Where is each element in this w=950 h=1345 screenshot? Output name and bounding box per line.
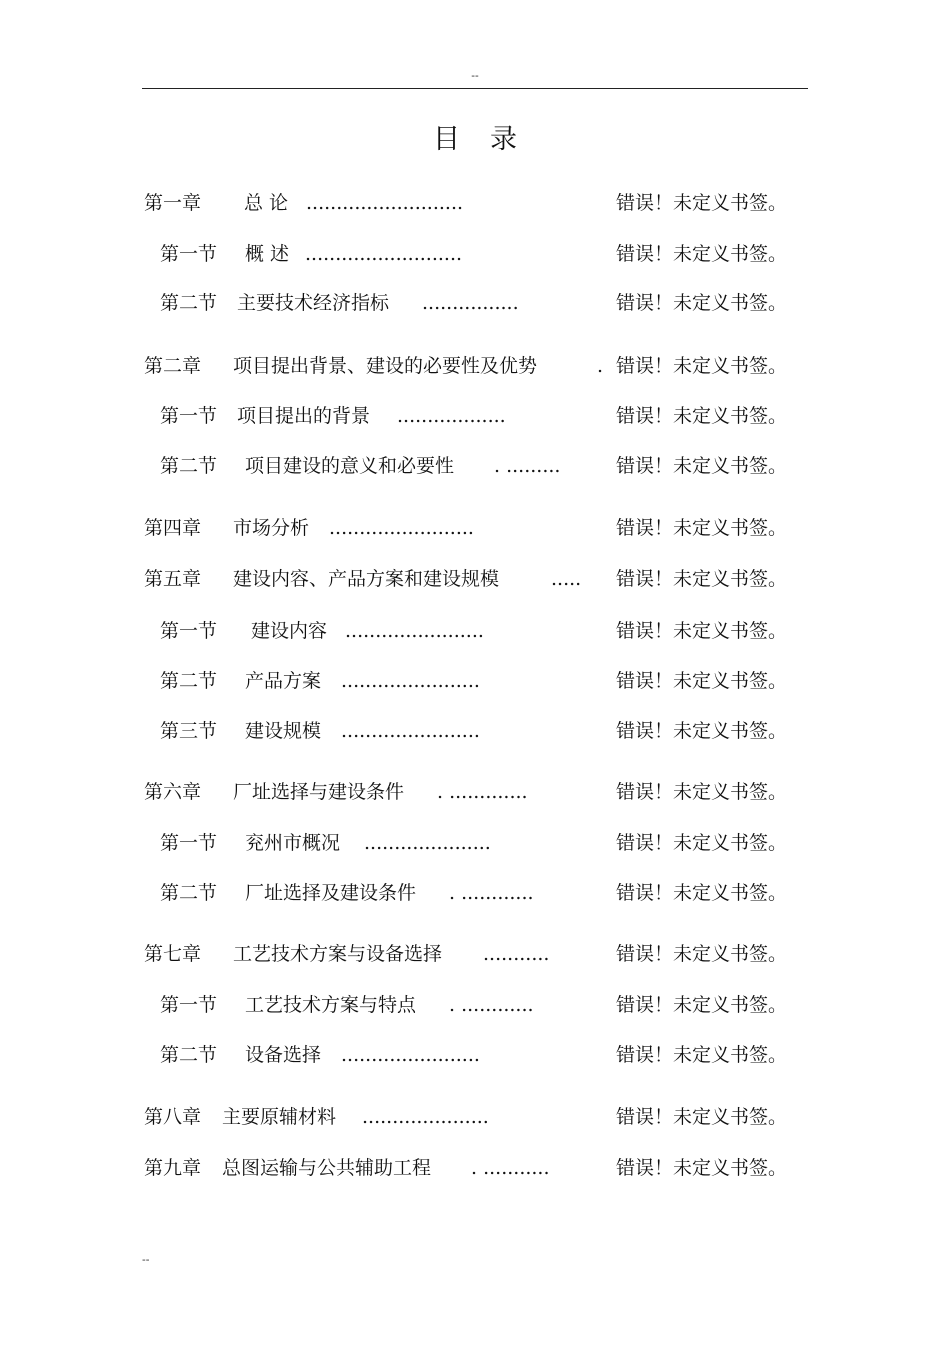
toc-entry-text: 厂址选择及建设条件: [245, 882, 417, 904]
toc-entry-leader: .....: [551, 568, 582, 590]
toc-entry[interactable]: [0, 1102, 950, 1132]
toc-entry-leader: . ............: [449, 882, 534, 904]
title-char-1: 目: [433, 124, 460, 155]
toc-entry-text: 产品方案: [245, 670, 322, 692]
header-rule: [142, 88, 808, 89]
toc-entry-page: 错误！未定义书签。: [616, 620, 788, 642]
toc-entry-leader: .......................: [341, 1044, 480, 1066]
toc-entry-page: 错误！未定义书签。: [616, 517, 788, 539]
toc-entry[interactable]: [0, 1153, 950, 1183]
toc-entry[interactable]: [0, 666, 950, 696]
footer-mark: --: [142, 1253, 150, 1266]
toc-entry[interactable]: [0, 401, 950, 431]
toc-entry-leader: ........................: [329, 517, 474, 539]
toc-entry[interactable]: [0, 239, 950, 269]
toc-entry-label: 第二节: [160, 882, 218, 904]
toc-entry[interactable]: [0, 777, 950, 807]
toc-entry-leader: ..................: [397, 405, 506, 427]
toc-entry-text: 项目提出背景、建设的必要性及优势: [233, 355, 538, 377]
toc-entry-text: 主要原辅材料: [222, 1106, 337, 1128]
toc-entry-label: 第八章: [144, 1106, 202, 1128]
toc-entry[interactable]: [0, 351, 950, 381]
toc-entry-page: 错误！未定义书签。: [616, 455, 788, 477]
toc-entry-leader: ..........................: [306, 192, 464, 214]
toc-entry-label: 第一节: [160, 405, 218, 427]
toc-entry[interactable]: [0, 1040, 950, 1070]
page-title: [0, 122, 950, 158]
toc-entry[interactable]: [0, 513, 950, 543]
toc-entry-text: 建设内容: [251, 620, 328, 642]
toc-entry-label: 第一章: [144, 192, 202, 214]
toc-entry-page: 错误！未定义书签。: [616, 568, 788, 590]
toc-entry-page: 错误！未定义书签。: [616, 943, 788, 965]
toc-entry-text: 总 论: [244, 192, 289, 214]
toc-entry-page: 错误！未定义书签。: [616, 355, 788, 377]
toc-entry[interactable]: [0, 288, 950, 318]
toc-entry-text: 兖州市概况: [245, 832, 341, 854]
toc-entry-page: 错误！未定义书签。: [616, 720, 788, 742]
toc-entry[interactable]: [0, 828, 950, 858]
toc-entry-text: 总图运输与公共辅助工程: [222, 1157, 432, 1179]
toc-entry-label: 第二节: [160, 292, 218, 314]
toc-entry-label: 第一节: [160, 243, 218, 265]
toc-entry-page: 错误！未定义书签。: [616, 994, 788, 1016]
toc-entry-page: 错误！未定义书签。: [616, 882, 788, 904]
toc-entry-leader: .....................: [364, 832, 491, 854]
toc-entry-label: 第七章: [144, 943, 202, 965]
toc-entry-text: 概 述: [245, 243, 290, 265]
toc-entry-label: 第二节: [160, 670, 218, 692]
toc-entry-page: 错误！未定义书签。: [616, 1157, 788, 1179]
toc-entry-leader: .: [597, 355, 604, 377]
toc-entry-leader: ...........: [483, 943, 550, 965]
toc-entry-label: 第一节: [160, 620, 218, 642]
toc-entry[interactable]: [0, 188, 950, 218]
toc-entry-page: 错误！未定义书签。: [616, 1044, 788, 1066]
toc-entry-text: 工艺技术方案与特点: [245, 994, 417, 1016]
toc-entry-page: 错误！未定义书签。: [616, 832, 788, 854]
toc-entry-leader: .....................: [362, 1106, 489, 1128]
toc-entry[interactable]: [0, 716, 950, 746]
toc-entry-label: 第六章: [144, 781, 202, 803]
toc-entry-label: 第二节: [160, 455, 218, 477]
toc-entry[interactable]: [0, 990, 950, 1020]
toc-entry-text: 市场分析: [233, 517, 310, 539]
toc-entry-leader: ..........................: [305, 243, 463, 265]
header-mark: --: [471, 69, 479, 82]
toc-entry[interactable]: [0, 939, 950, 969]
toc-entry[interactable]: [0, 878, 950, 908]
toc-entry[interactable]: [0, 564, 950, 594]
toc-entry-text: 厂址选择与建设条件: [233, 781, 405, 803]
toc-entry-label: 第二章: [144, 355, 202, 377]
toc-entry[interactable]: [0, 616, 950, 646]
title-char-2: 录: [490, 124, 517, 155]
toc-entry-label: 第一节: [160, 994, 218, 1016]
toc-entry-leader: . ...........: [471, 1157, 550, 1179]
toc-entry-label: 第四章: [144, 517, 202, 539]
toc-entry-label: 第二节: [160, 1044, 218, 1066]
toc-entry-leader: .......................: [345, 620, 484, 642]
toc-entry-label: 第一节: [160, 832, 218, 854]
toc-entry-page: 错误！未定义书签。: [616, 405, 788, 427]
toc-entry-page: 错误！未定义书签。: [616, 243, 788, 265]
toc-entry-leader: . .............: [437, 781, 528, 803]
toc-entry[interactable]: [0, 451, 950, 481]
toc-entry-label: 第五章: [144, 568, 202, 590]
toc-entry-page: 错误！未定义书签。: [616, 781, 788, 803]
toc-entry-page: 错误！未定义书签。: [616, 670, 788, 692]
toc-entry-text: 项目提出的背景: [237, 405, 371, 427]
toc-entry-text: 项目建设的意义和必要性: [245, 455, 455, 477]
toc-entry-text: 设备选择: [245, 1044, 322, 1066]
toc-entry-label: 第三节: [160, 720, 218, 742]
toc-entry-page: 错误！未定义书签。: [616, 192, 788, 214]
toc-entry-text: 建设规模: [245, 720, 322, 742]
toc-entry-text: 主要技术经济指标: [237, 292, 390, 314]
toc-entry-leader: ................: [422, 292, 519, 314]
toc-entry-label: 第九章: [144, 1157, 202, 1179]
toc-entry-leader: .......................: [341, 670, 480, 692]
toc-entry-leader: . ............: [449, 994, 534, 1016]
toc-entry-text: 工艺技术方案与设备选择: [233, 943, 443, 965]
toc-entry-page: 错误！未定义书签。: [616, 1106, 788, 1128]
toc-entry-leader: . .........: [494, 455, 561, 477]
toc-entry-text: 建设内容、产品方案和建设规模: [233, 568, 500, 590]
toc-entry-leader: .......................: [341, 720, 480, 742]
toc-entry-page: 错误！未定义书签。: [616, 292, 788, 314]
